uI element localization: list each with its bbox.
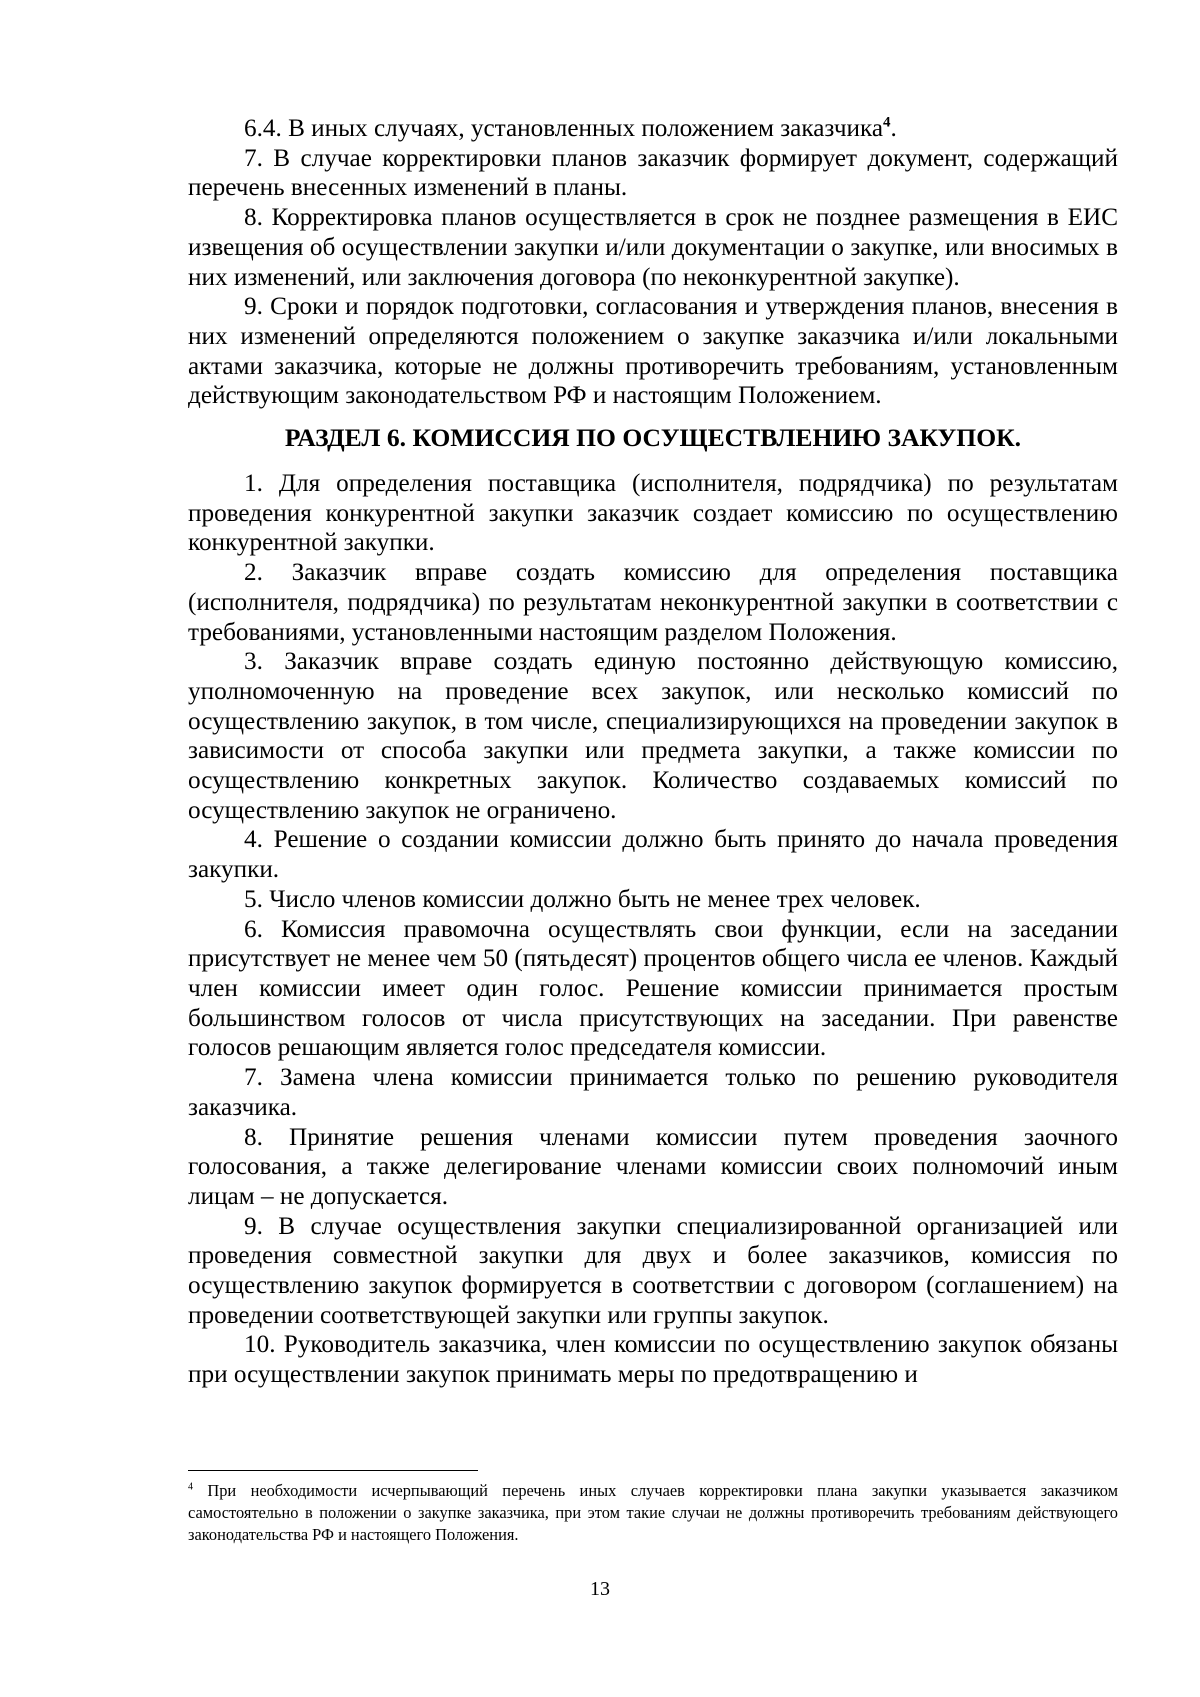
section-paragraph-1: 1. Для определения поставщика (исполнителя, подрядчика) по результатам проведения конкурентной закупки заказчик создает комиссию по осуществлению конкурентной закупки. <box>188 470 1118 557</box>
section-paragraph-10: 10. Руководитель заказчика, член комиссии по осуществлению закупок обязаны при осуществлении закупок принимать меры по предотвращению и <box>188 1331 1118 1389</box>
section-heading: РАЗДЕЛ 6. КОМИССИЯ ПО ОСУЩЕСТВЛЕНИЮ ЗАКУПОК. <box>284 423 1022 453</box>
section-paragraph-4: 4. Решение о создании комиссии должно быть принято до начала проведения закупки. <box>188 826 1118 884</box>
section-paragraph-5: 5. Число членов комиссии должно быть не менее трех человек. <box>244 885 921 913</box>
section-paragraph-9: 9. В случае осуществления закупки специализированной организацией или проведения совместной закупки для двух и более заказчиков, комиссия по осуществлению закупок формируется в соответствии с договором (соглашением) на проведении соответствующей закупки или группы закупок. <box>188 1212 1118 1329</box>
footnote <box>188 1480 1118 1546</box>
footnote-number: 4 <box>188 1481 193 1493</box>
section-paragraph-6: 6. Комиссия правомочна осуществлять свои функции, если на заседании присутствует не менее чем 50 (пятьдесят) процентов общего числа ее членов. Каждый член комиссии имеет один голос. Решение комиссии принимается простым большинством голосов от числа присутствующих на заседании. При равенстве голосов решающим является голос председателя комиссии. <box>188 915 1118 1062</box>
page-body <box>188 114 1118 1390</box>
paragraph-8: 8. Корректировка планов осуществляется в срок не позднее размещения в ЕИС извещения об осуществлении закупки и/или документации о закупке, или вносимых в них изменений, или заключения договора (по неконкурентной закупке). <box>188 204 1118 291</box>
footnote-separator <box>188 1470 478 1471</box>
section-paragraph-8: 8. Принятие решения членами комиссии путем проведения заочного голосования, а также делегирование членами комиссии своих полномочий иным лицам – не допускается. <box>188 1123 1118 1210</box>
paragraph-9: 9. Сроки и порядок подготовки, согласования и утверждения планов, внесения в них изменений определяются положением о закупке заказчика и/или локальными актами заказчика, которые не должны противоречить требованиям, установленным действующим законодательством РФ и настоящим Положением. <box>188 293 1118 410</box>
paragraph-7: 7. В случае корректировки планов заказчик формирует документ, содержащий перечень внесенных изменений в планы. <box>188 144 1118 202</box>
page-number: 13 <box>590 1578 610 1600</box>
footnote-text: При необходимости исчерпывающий перечень иных случаев корректировки плана закупки указывается заказчиком самостоятельно в положении о закупке заказчика, при этом такие случаи не должны противоречить требованиям действующего законодательства РФ и настоящего Положения. <box>188 1481 1118 1544</box>
paragraph-6-4 <box>188 114 1118 144</box>
section-paragraph-7: 7. Замена члена комиссии принимается только по решению руководителя заказчика. <box>188 1064 1118 1121</box>
section-paragraph-2: 2. Заказчик вправе создать комиссию для определения поставщика (исполнителя, подрядчика) по результатам неконкурентной закупки в соответствии с требованиями, установленными настоящим разделом Положения. <box>188 559 1118 646</box>
footnote-reference[interactable]: 4 <box>883 114 891 131</box>
paragraph-text-end: . <box>890 115 897 142</box>
section-paragraph-3: 3. Заказчик вправе создать единую постоянно действующую комиссию, уполномоченную на проведение всех закупок, или несколько комиссий по осуществлению закупок, в том числе, специализирующихся на проведении закупок в зависимости от способа закупки или предмета закупки, а также комиссии по осуществлению конкретных закупок. Количество создаваемых комиссий по осуществлению закупок не ограничено. <box>188 648 1118 824</box>
paragraph-text: 6.4. В иных случаях, установленных положением заказчика <box>244 115 884 142</box>
